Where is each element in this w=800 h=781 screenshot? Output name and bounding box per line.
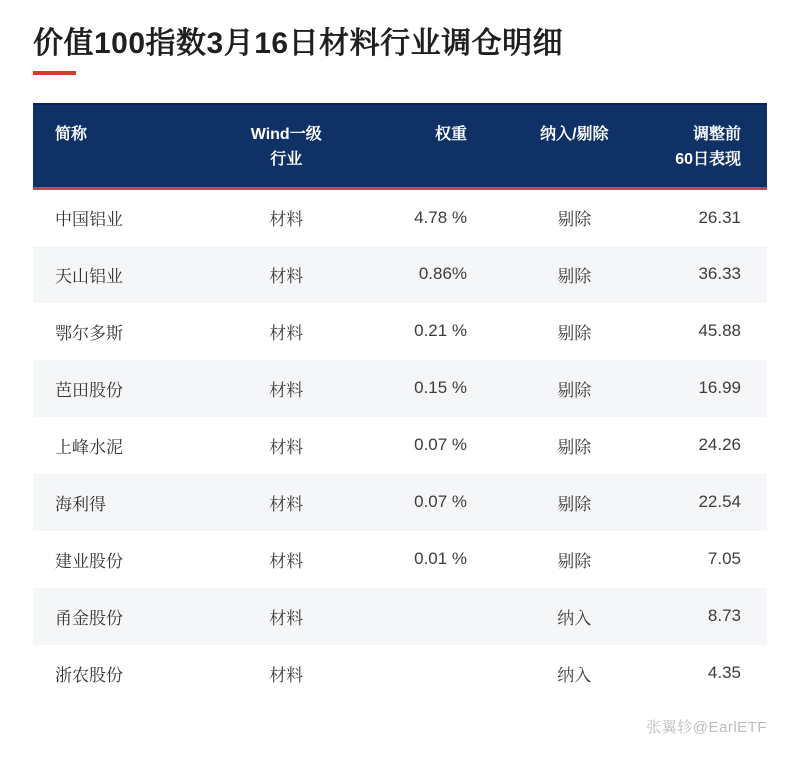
- cell-weight: 0.15 %: [414, 378, 468, 397]
- cell-industry: 材料: [269, 380, 304, 400]
- header-label: 权重: [435, 126, 468, 143]
- cell-action: 剔除: [557, 437, 592, 457]
- cell-name: 中国铝业: [55, 210, 123, 230]
- cell-name: 上峰水泥: [55, 437, 123, 457]
- header-label: 调整前: [692, 126, 741, 143]
- cell-industry: 材料: [269, 266, 304, 286]
- cell-perf: 4.35: [707, 663, 741, 682]
- table-row: [33, 474, 767, 531]
- table-row: [33, 588, 767, 645]
- header-label-line2: 60日表现: [675, 151, 741, 168]
- cell-weight: 0.86%: [418, 264, 468, 283]
- cell-perf: 24.26: [698, 435, 741, 454]
- cell-industry: 材料: [269, 437, 304, 457]
- header-label: 纳入/剔除: [540, 126, 609, 143]
- cell-action: 剔除: [557, 323, 592, 343]
- credit-text: 张翼轸@EarlETF: [646, 718, 767, 736]
- cell-industry: 材料: [269, 494, 304, 514]
- cell-industry: 材料: [269, 608, 304, 628]
- page-title: 价值100指数3月16日材料行业调仓明细: [33, 27, 564, 60]
- cell-weight: [378, 588, 477, 645]
- title-underline-accent: [33, 71, 76, 75]
- header-cell-name: [33, 104, 194, 189]
- header-cell-action: [477, 104, 672, 189]
- table-row: [33, 360, 767, 417]
- cell-weight: 0.21 %: [414, 321, 468, 340]
- cell-action: 纳入: [557, 608, 592, 628]
- cell-perf: 36.33: [698, 264, 741, 283]
- table-row: [33, 417, 767, 474]
- header-label-line2: 行业: [270, 151, 303, 168]
- cell-weight: 0.07 %: [414, 435, 468, 454]
- cell-name: 海利得: [55, 494, 106, 514]
- cell-perf: 7.05: [707, 549, 741, 568]
- holdings-table: [33, 103, 767, 702]
- cell-weight: 4.78 %: [414, 207, 468, 227]
- table-row: [33, 189, 767, 246]
- cell-action: 纳入: [557, 665, 592, 685]
- cell-perf: 45.88: [698, 321, 741, 340]
- header-cell-perf: [672, 104, 767, 189]
- cell-weight: 0.07 %: [414, 492, 468, 511]
- header-cell-weight: [378, 104, 477, 189]
- cell-name: 甬金股份: [55, 608, 123, 628]
- table-row: [33, 645, 767, 702]
- cell-name: 芭田股份: [55, 380, 123, 400]
- cell-perf: 8.73: [707, 606, 741, 625]
- cell-perf: 16.99: [698, 378, 741, 397]
- header-label: 简称: [55, 126, 88, 143]
- cell-name: 建业股份: [55, 551, 123, 571]
- cell-name: 天山铝业: [55, 266, 123, 286]
- header-cell-industry: [194, 104, 378, 189]
- cell-action: 剔除: [557, 551, 592, 571]
- cell-perf: 26.31: [698, 207, 741, 227]
- cell-name: 浙农股份: [55, 665, 123, 685]
- cell-industry: 材料: [269, 665, 304, 685]
- table-header-row: [33, 104, 767, 189]
- cell-weight: [378, 645, 477, 702]
- table-row: [33, 303, 767, 360]
- table-body: [33, 189, 767, 702]
- cell-action: 剔除: [557, 380, 592, 400]
- cell-industry: 材料: [269, 551, 304, 571]
- cell-industry: 材料: [269, 210, 304, 230]
- cell-weight: 0.01 %: [414, 549, 468, 568]
- cell-industry: 材料: [269, 323, 304, 343]
- cell-action: 剔除: [557, 494, 592, 514]
- header-label: Wind一级: [250, 126, 322, 143]
- cell-action: 剔除: [557, 210, 592, 230]
- cell-name: 鄂尔多斯: [55, 323, 123, 343]
- cell-perf: 22.54: [698, 492, 741, 511]
- table-row: [33, 246, 767, 303]
- table-row: [33, 531, 767, 588]
- cell-action: 剔除: [557, 266, 592, 286]
